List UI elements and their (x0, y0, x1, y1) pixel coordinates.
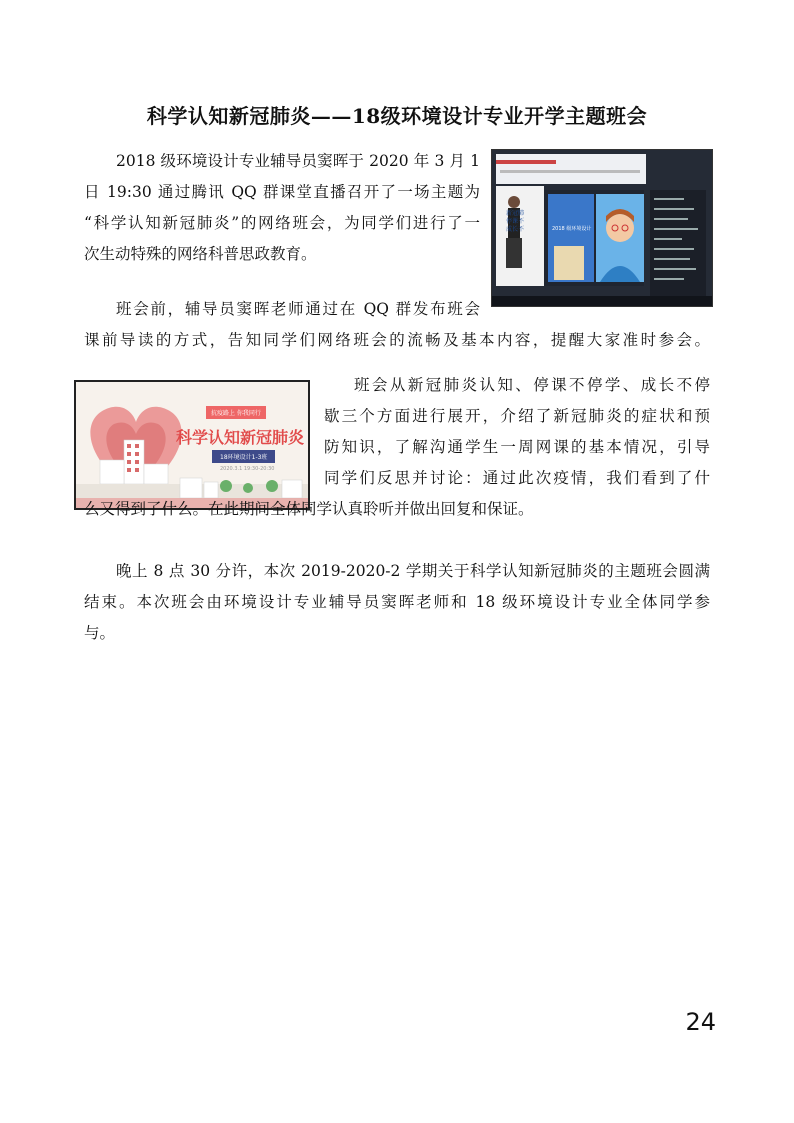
poster-title: 科学认知新冠肺炎 (176, 428, 305, 447)
slide-bullets (506, 210, 524, 234)
paragraph-1-line: 日 19:30 通过腾讯 QQ 群课堂直播召开了一场主题为 (84, 183, 480, 201)
paragraph-2-line: 班会前，辅导员窦晖老师通过在 QQ 群发布班会 (116, 300, 480, 318)
slide-bullet: 成长不 (506, 226, 525, 233)
poster-subtitle: 18环境设计1-3班 (212, 450, 275, 463)
poster-tag: 抗疫路上 你我同行 (206, 406, 266, 419)
paragraph-2 (84, 294, 710, 356)
paragraph-4-line: 晚上 8 点 30 分许，本次 2019-2020-2 学期关于科学认知新冠肺炎的主题班会圆满 (116, 562, 710, 580)
slide-bullet: 停课不 (506, 218, 525, 225)
paragraph-2-line: 课前导读的方式，告知同学们网络班会的流畅及基本内容，提醒大家准时参会。 (84, 331, 710, 349)
paragraph-1-line: 次生动特殊的网络科普思政教育。 (84, 245, 317, 263)
paragraph-3-line: 班会从新冠肺炎认知、停课不停学、成长不停 (354, 376, 710, 394)
online-class-screenshot (491, 149, 713, 307)
paragraph-1-line: 2018 级环境设计专业辅导员窦晖于 2020 年 3 月 1 (116, 152, 480, 170)
screenshot-graphic (492, 150, 712, 306)
paragraph-3-line: 防知识，了解沟通学生一周网课的基本情况，引导 (324, 438, 710, 456)
paragraph-4 (84, 556, 710, 649)
page-number: 24 (685, 1008, 716, 1036)
paragraph-3-line: 歇三个方面进行展开，介绍了新冠肺炎的症状和预 (324, 407, 710, 425)
paragraph-3 (84, 370, 710, 525)
slide-bullet: 新冠肺 (506, 210, 525, 217)
slide-title: 2018 级环境设计 (552, 226, 592, 232)
paragraph-1 (84, 146, 480, 270)
paragraph-3-line: 么又得到了什么。在此期间全体同学认真聆听并做出回复和保证。 (84, 500, 534, 518)
document-title: 科学认知新冠肺炎——18级环境设计专业开学主题班会 (146, 104, 648, 128)
paragraph-3-line: 同学们反思并讨论：通过此次疫情，我们看到了什 (324, 469, 710, 487)
poster-date: 2020.3.1 19:30-20:30 (220, 466, 275, 472)
paragraph-1-line: “科学认知新冠肺炎”的网络班会，为同学们进行了一 (84, 214, 480, 232)
paragraph-4-line: 结束。本次班会由环境设计专业辅导员窦晖老师和 18 级环境设计专业全体同学参 (84, 593, 710, 611)
paragraph-4-line: 与。 (84, 624, 116, 642)
